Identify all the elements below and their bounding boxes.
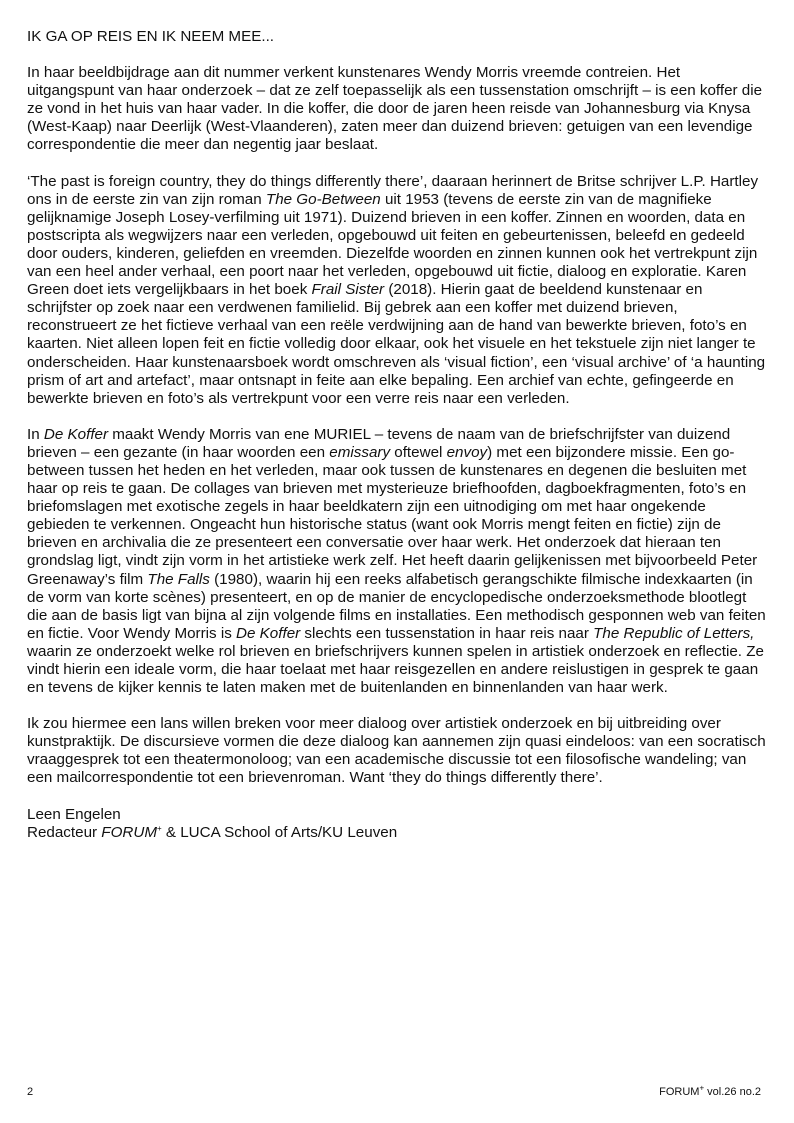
- text-run: uit 1953 (tevens de eerste zin van de magnifieke gelijknamige Joseph Losey-verfilming uit 1971). Duizend brieven in een koffer. Zinnen en woorden, data en postscripta als wegwijzers naar een verleden, opgebouwd uit feiten en gebeurtenissen, beleefd en gedeeld door ouders, kinderen, geliefden en vreemden. Diezelfde woorden en zinnen kunnen ook het vertrekpunt zijn van een heel ander verhaal, een poort naar het verleden, opgebouwd uit fictie, dialoog en exploratie. Karen Green doet iets vergelijkbaars in het boek: [27, 190, 758, 299]
- book-title: The Go-Between: [265, 190, 381, 208]
- journal-name: FORUM: [101, 823, 157, 841]
- text-run: slechts een tussenstation in haar reis naar: [300, 624, 594, 642]
- article: [27, 28, 769, 842]
- paragraph-1: In haar beeldbijdrage aan dit nummer verkent kunstenares Wendy Morris vreemde contreien. Het uitgangspunt van haar onderzoek – dat ze zelf toepasselijk als een tussenstation omschrijft – is een koffer die ze vond in het huis van haar vader. In die koffer, die door de jaren heen reisde van Johannesburg via Knysa (West-Kaap) naar Deerlijk (West-Vlaanderen), zaten meer dan duizend brieven: getuigen van een levendige correspondentie die meer dan negentig jaar beslaat.: [27, 64, 763, 154]
- journal-name: FORUM: [659, 1086, 700, 1098]
- emphasis: envoy: [446, 443, 488, 461]
- journal-issue: [659, 1083, 761, 1098]
- signature: [27, 806, 769, 842]
- paragraph-3: [27, 426, 769, 697]
- work-title: De Koffer: [236, 624, 301, 642]
- text-run: maakt Wendy Morris van ene MURIEL – tevens de naam van de briefschrijfster van duizend brieven – een gezante (in haar woorden een: [27, 425, 731, 461]
- text-run: In: [27, 425, 44, 443]
- emphasis: emissary: [329, 443, 391, 461]
- author-name: Leen Engelen: [27, 805, 121, 823]
- journal-sup: +: [156, 823, 162, 833]
- book-title: Frail Sister: [311, 281, 385, 299]
- text-run: ) met een bijzondere missie. Een go-between tussen het heden en het verleden, maar ook tussen de kunstenares en degenen die besluiten met haar op reis te gaan. De collages van brieven met mysterieuze briefhoofden, dagboekfragmenten, foto’s en briefomslagen met exotische zegels in haar beeldkatern zijn een uitnodiging om met haar ongekende gebieden te verkennen. Ongeacht hun historische status (want ook Morris mengt feiten en fictie) zijn de brieven en archivalia die ze presenteert een conversatie over haar werk. Het onderzoek dat hieraan ten grondslag ligt, vindt zijn vorm in het artistieke werk zelf. Het heeft daarin gelijkenissen met bijvoorbeeld Peter Greenaway’s film: [27, 443, 758, 588]
- journal-sup: +: [699, 1083, 705, 1093]
- text-run: oftewel: [390, 443, 447, 461]
- work-title: De Koffer: [43, 425, 109, 443]
- issue-label: vol.26 no.2: [704, 1086, 761, 1098]
- text-run: ‘The past is foreign country, they do things differently there’, daaraan herinnert de Britse schrijver L.P. Hartley ons in de eerste zin van zijn roman: [27, 172, 759, 208]
- text-run: Redacteur: [27, 823, 102, 841]
- text-run: & LUCA School of Arts/KU Leuven: [161, 823, 398, 841]
- work-title: The Republic of Letters,: [593, 624, 755, 642]
- page-number: 2: [27, 1086, 34, 1098]
- text-run: (1980), waarin hij een reeks alfabetisch gerangschikte filmische indexkaarten (in de vorm van korte scènes) presenteert, en op de manier de encyclopedische onderzoeksmethode blootlegt die aan de basis ligt van bijna al zijn volgende films en installaties. Een methodisch gesponnen web van feiten en fictie. Voor Wendy Morris is: [27, 570, 766, 642]
- article-title: IK GA OP REIS EN IK NEEM MEE...: [27, 28, 275, 45]
- text-run: waarin ze onderzoekt welke rol brieven en briefschrijvers kunnen spelen in artistiek onderzoek en reflectie. Ze vindt hierin een ideale vorm, die haar toelaat met haar reisgezellen en andere reislustigen in gesprek te gaan en tevens de kijker kennis te laten maken met de buitenlanden en binnenlanden van haar werk.: [27, 642, 764, 697]
- paragraph-4: Ik zou hiermee een lans willen breken voor meer dialoog over artistiek onderzoek en bij uitbreiding over kunstpraktijk. De discursieve vormen die deze dialoog kan aannemen zijn quasi eindeloos: van een socratisch vraaggesprek tot een theatermonoloog; van een academische discussie tot een filosofische wandeling; van een mailcorrespondentie tot een brievenroman. Want ‘they do things differently there’.: [27, 715, 766, 787]
- text-run: (2018). Hierin gaat de beeldend kunstenaar en schrijfster op zoek naar een verdwenen familielid. Bij gebrek aan een koffer met duizend brieven, reconstrueert ze het fictieve verhaal van een reële verdwijning aan de hand van bewerkte brieven, foto’s en kaarten. Niet alleen lopen feit en fictie volledig door elkaar, ook het visuele en het tekstuele zijn niet langer te onderscheiden. Haar kunstenaarsboek wordt omschreven als ‘visual fiction’, een ‘visual archive’ of ‘a haunting prism of art and artefact’, maar ontsnapt in feite aan elke bepaling. Een archief van echte, gefingeerde en bewerkte brieven en foto’s als vertrekpunt voor een verre reis naar een verleden.: [27, 281, 766, 407]
- paragraph-2: [27, 173, 769, 408]
- film-title: The Falls: [147, 570, 210, 588]
- author-role: [27, 824, 769, 842]
